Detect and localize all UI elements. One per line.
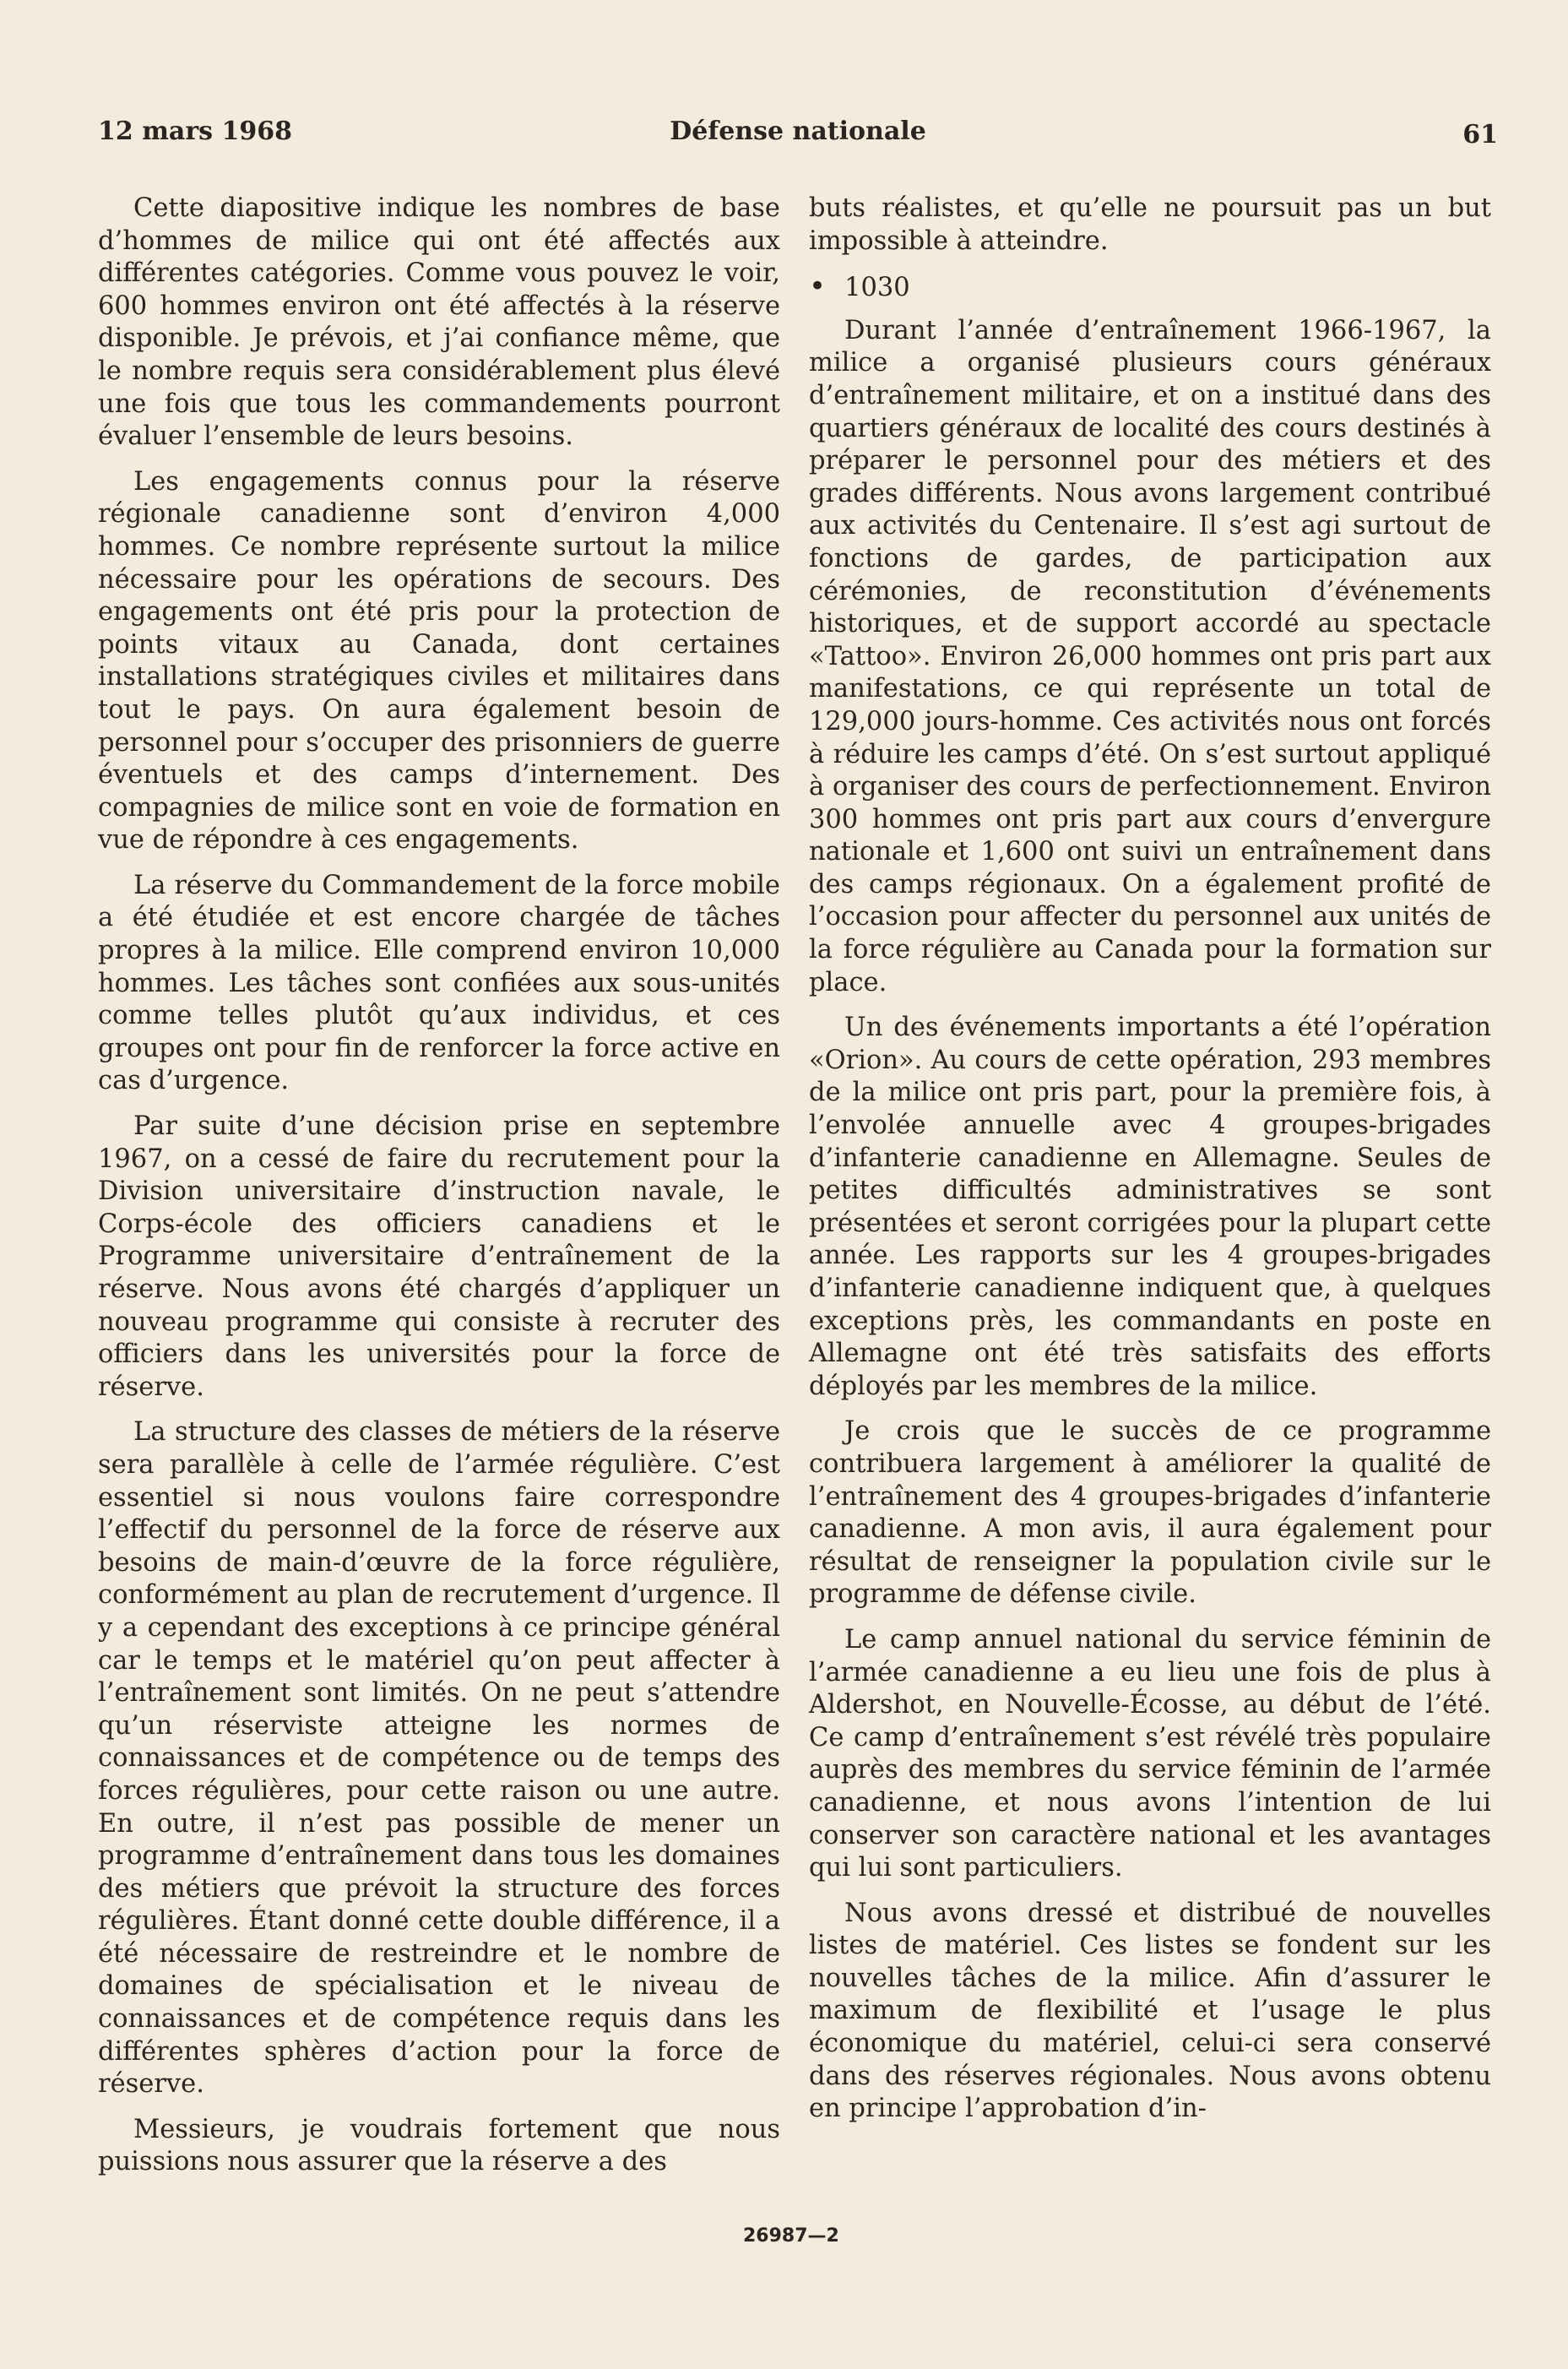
paragraph: La réserve du Commandement de la force mobile a été étudiée et est encore chargée de tâches propres à la milice. Elle comprend environ 10,000 hommes. Les tâches sont confiées aux sous-unités comme telles plutôt qu’aux individus, et ces groupes ont pour fin de renforcer la force active en cas d’urgence. [98, 870, 780, 1096]
paragraph: Durant l’année d’entraînement 1966-1967, la milice a organisé plusieurs cours généraux d’entraînement militaire, et on a institué dans des quartiers généraux de localité des cours destinés à préparer le personnel pour des métiers et des grades différents. Nous avons largement contribué aux activités du Centenaire. Il s’est agi surtout de fonctions de gardes, de participation aux cérémonies, de reconstitution d’événements historiques, et de support accordé au spectacle «Tattoo». Environ 26,000 hommes ont pris part aux manifestations, ce qui représente un total de 129,000 jours-homme. Ces activités nous ont forcés à réduire les camps d’été. On s’est surtout appliqué à organiser des cours de perfectionnement. Environ 300 hommes ont pris part aux cours d’envergure nationale et 1,600 ont suivi un entraînement dans des camps régionaux. On a également profité de l’occasion pour affecter du personnel aux unités de la force régulière au Canada pour la formation sur place. [809, 315, 1491, 997]
paragraph: Je crois que le succès de ce programme contribuera largement à améliorer la qualité de l’entraînement des 4 groupes-brigades d’infanterie canadienne. A mon avis, il aura également pour résultat de renseigner la population civile sur le programme de défense civile. [809, 1416, 1491, 1610]
paragraph: Messieurs, je voudrais fortement que nous puissions nous assurer que la réserve a des [98, 2114, 780, 2177]
bullet-icon: • [809, 269, 827, 304]
paragraph: Par suite d’une décision prise en septembre 1967, on a cessé de faire du recrutement pour la Division universitaire d’instruction navale, le Corps-école des officiers canadiens et le Programme universitaire d’entraînement de la réserve. Nous avons été chargés d’appliquer un nouveau programme qui consiste à recruter des officiers dans les universités pour la force de réserve. [98, 1111, 780, 1402]
time-marker [809, 270, 1491, 305]
footer-signature: 26987—2 [743, 2225, 839, 2247]
paragraph: La structure des classes de métiers de la réserve sera parallèle à celle de l’armée régulière. C’est essentiel si nous voulons faire correspondre l’effectif du personnel de la force de réserve aux besoins de main-d’œuvre de la force régulière, conformément au plan de recrutement d’urgence. Il y a cependant des exceptions à ce principe général car le temps et le matériel qu’on peut affecter à l’entraînement sont limités. On ne peut s’attendre qu’un réserviste atteigne les normes de connaissances et de compétence ou de temps des forces régulières, pour cette raison ou une autre. En outre, il n’est pas possible de mener un programme d’entraînement dans tous les domaines des métiers que prévoit la structure des forces régulières. Étant donné cette double différence, il a été nécessaire de restreindre et le nombre de domaines de spécialisation et le niveau de connaissances et de compétence requis dans les différentes sphères d’action pour la force de réserve. [98, 1417, 780, 2100]
paragraph: Nous avons dressé et distribué de nouvelles listes de matériel. Ces listes se fondent sur les nouvelles tâches de la milice. Afin d’assurer le maximum de flexibilité et l’usage le plus économique du matériel, celui-ci sera conservé dans des réserves régionales. Nous avons obtenu en principe l’approbation d’in- [809, 1898, 1491, 2124]
paragraph: Un des événements importants a été l’opération «Orion». Au cours de cette opération, 293 membres de la milice ont pris part, pour la première fois, à l’envolée annuelle avec 4 groupes-brigades d’infanterie canadienne en Allemagne. Seules de petites difficultés administratives se sont présentées et seront corrigées pour la plupart cette année. Les rapports sur les 4 groupes-brigades d’infanterie canadienne indiquent que, à quelques exceptions près, les commandants en poste en Allemagne ont été très satisfaits des efforts déployés par les membres de la milice. [809, 1013, 1491, 1401]
right-column [809, 193, 1491, 2138]
header-date: 12 mars 1968 [98, 117, 293, 146]
header-title: Défense nationale [670, 117, 926, 146]
paragraph: Les engagements connus pour la réserve régionale canadienne sont d’environ 4,000 hommes. Ce nombre représente surtout la milice nécessaire pour les opérations de secours. Des engagements ont été pris pour la protection de points vitaux au Canada, dont certaines installations stratégiques civiles et militaires dans tout le pays. On aura également besoin de personnel pour s’occuper des prisonniers de guerre éventuels et des camps d’internement. Des compagnies de milice sont en voie de formation en vue de répondre à ces engagements. [98, 466, 780, 856]
paragraph: Cette diapositive indique les nombres de base d’hommes de milice qui ont été affectés aux différentes catégories. Comme vous pouvez le voir, 600 hommes environ ont été affectés à la réserve disponible. Je prévois, et j’ai confiance même, que le nombre requis sera considérablement plus élevé une fois que tous les commandements pourront évaluer l’ensemble de leurs besoins. [98, 193, 780, 452]
page-number: 61 [1462, 120, 1498, 149]
paragraph: Le camp annuel national du service féminin de l’armée canadienne a eu lieu une fois de plus à Aldershot, en Nouvelle-Écosse, au début de l’été. Ce camp d’entraînement s’est révélé très populaire auprès des membres du service féminin de l’armée canadienne, et nous avons l’intention de lui conserver son caractère national et les avantages qui lui sont particuliers. [809, 1624, 1491, 1883]
left-column [98, 193, 780, 2192]
page-header [98, 117, 1498, 159]
time-marker-text: 1030 [844, 273, 910, 303]
continuation-paragraph: buts réalistes, et qu’elle ne poursuit pas un but impossible à atteindre. [809, 193, 1491, 256]
